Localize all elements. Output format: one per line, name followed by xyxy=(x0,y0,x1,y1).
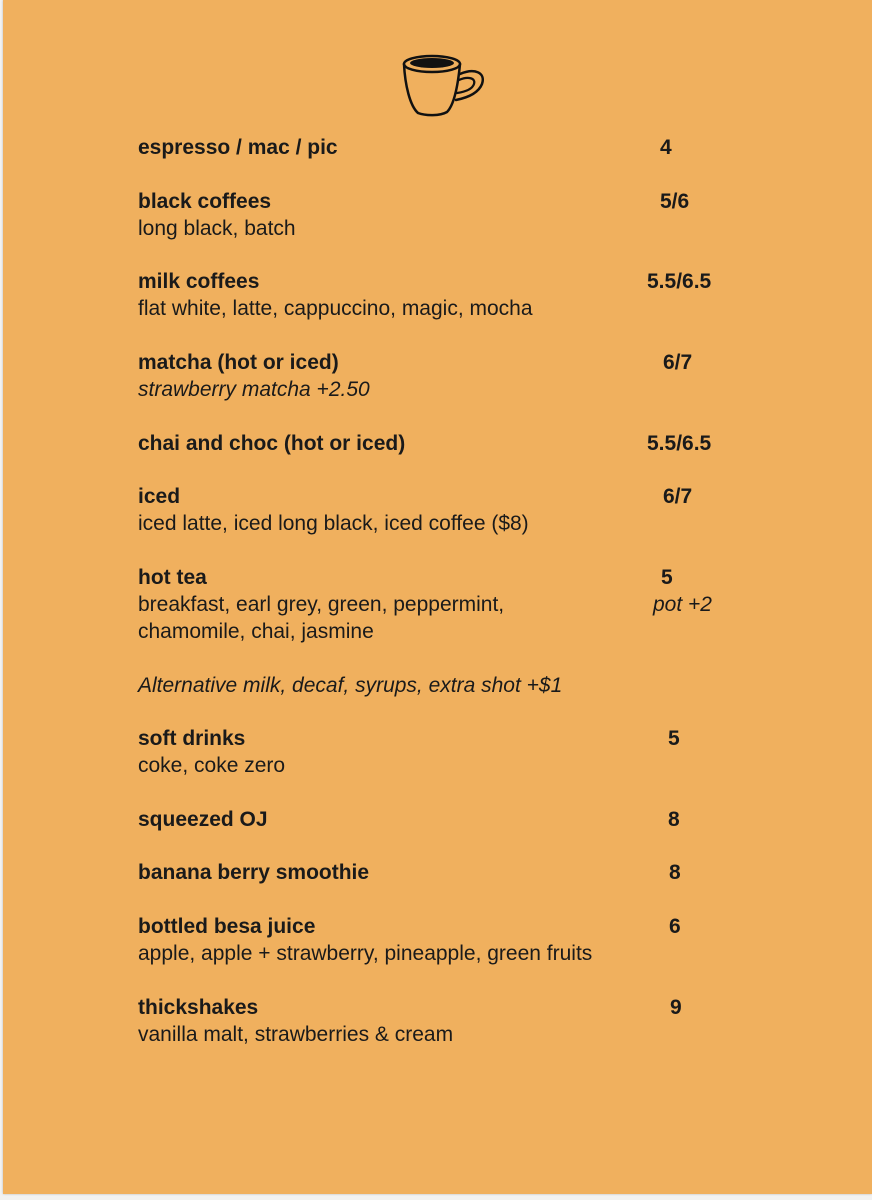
menu-item-name: thickshakes xyxy=(138,996,259,1019)
menu-item-price-note: pot +2 xyxy=(653,593,712,616)
menu-item-description: coke, coke zero xyxy=(138,754,286,777)
menu-item-name: banana berry smoothie xyxy=(138,861,370,884)
menu-item-price: 5 xyxy=(668,727,680,750)
menu-item-price: 6 xyxy=(669,915,681,938)
menu-item-name: matcha (hot or iced) xyxy=(138,351,339,374)
menu-item-price: 5.5/6.5 xyxy=(647,270,712,293)
coffee-cup-icon xyxy=(400,50,486,118)
menu-item-name: squeezed OJ xyxy=(138,808,268,831)
menu-page xyxy=(3,0,872,1194)
menu-item-price: 9 xyxy=(670,996,682,1019)
menu-item-description: flat white, latte, cappuccino, magic, mocha xyxy=(138,297,533,320)
menu-item-price: 5.5/6.5 xyxy=(647,432,712,455)
menu-item-price: 5 xyxy=(661,566,673,589)
menu-item-name: black coffees xyxy=(138,190,272,213)
menu-item-price: 4 xyxy=(660,136,672,159)
extras-note: Alternative milk, decaf, syrups, extra shot +$1 xyxy=(138,674,563,697)
menu-item-name: espresso / mac / pic xyxy=(138,136,338,159)
menu-item-description: long black, batch xyxy=(138,217,296,240)
menu-item-description: chamomile, chai, jasmine xyxy=(138,620,374,643)
menu-item-description: vanilla malt, strawberries & cream xyxy=(138,1023,454,1046)
menu-item-description: apple, apple + strawberry, pineapple, green fruits xyxy=(138,942,593,965)
menu-item-price: 8 xyxy=(668,808,680,831)
menu-item-price: 5/6 xyxy=(660,190,690,213)
menu-item-name: soft drinks xyxy=(138,727,246,750)
menu-item-description: iced latte, iced long black, iced coffee ($8) xyxy=(138,512,529,535)
menu-item-price: 6/7 xyxy=(663,485,693,508)
menu-item-name: milk coffees xyxy=(138,270,260,293)
menu-item-price: 6/7 xyxy=(663,351,693,374)
menu-item-name: chai and choc (hot or iced) xyxy=(138,432,406,455)
menu-item-price: 8 xyxy=(669,861,681,884)
menu-item-description: breakfast, earl grey, green, peppermint, xyxy=(138,593,505,616)
menu-item-name: hot tea xyxy=(138,566,207,589)
menu-item-name: bottled besa juice xyxy=(138,915,316,938)
menu-item-name: iced xyxy=(138,485,181,508)
menu-item-description: strawberry matcha +2.50 xyxy=(138,378,370,401)
